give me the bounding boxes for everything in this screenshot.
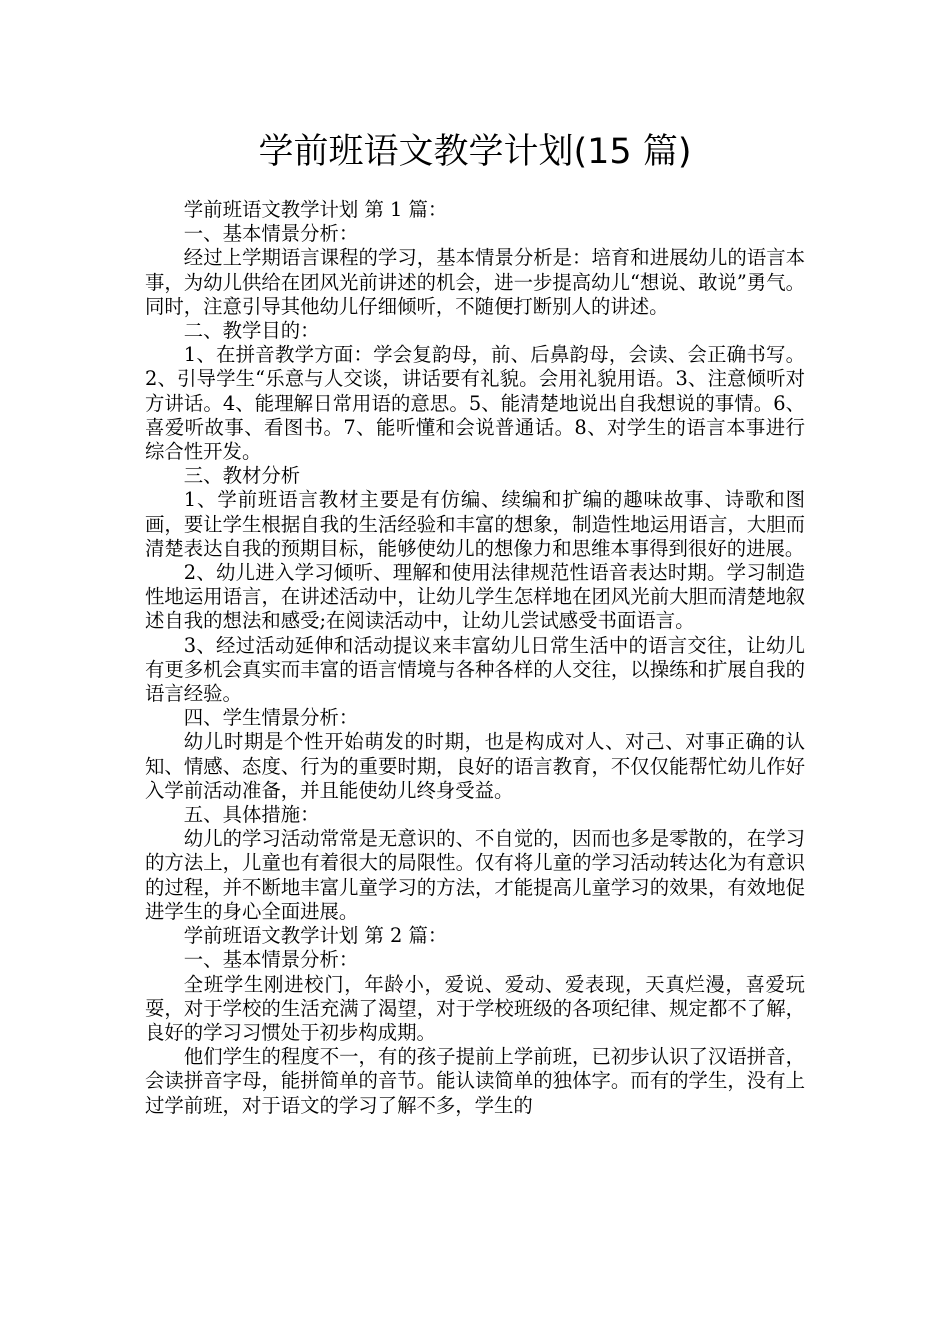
paragraph: 二、教学目的：: [183, 319, 320, 343]
paragraph: 五、具体措施：: [183, 803, 320, 827]
paragraph: 幼儿的学习活动常常是无意识的、不自觉的，因而也多是零散的，在学习的方法上，儿童也有着很大的局限性。仅有将儿童的学习活动转达化为有意识的过程，并不断地丰富儿童学习的方法，才能提高儿童学习的效果，有效地促进学生的身心全面进展。: [145, 827, 805, 923]
paragraph: 学前班语文教学计划 第 2 篇：: [183, 924, 448, 948]
document-title: 学前班语文教学计划(15 篇): [258, 132, 692, 172]
paragraph: 四、学生情景分析：: [183, 706, 359, 730]
document-body: [145, 198, 805, 1118]
paragraph: 一、基本情景分析：: [183, 948, 359, 972]
paragraph: 经过上学期语言课程的学习，基本情景分析是：培育和进展幼儿的语言本事，为幼儿供给在团风光前讲述的机会，进一步提高幼儿“想说、敢说”勇气。同时，注意引导其他幼儿仔细倾听，不随便打断别人的讲述。: [145, 246, 805, 318]
paragraph: 幼儿时期是个性开始萌发的时期，也是构成对人、对己、对事正确的认知、情感、态度、行为的重要时期，良好的语言教育，不仅仅能帮忙幼儿作好入学前活动准备，并且能使幼儿终身受益。: [145, 730, 805, 802]
paragraph: 三、教材分析: [183, 464, 301, 488]
paragraph: 学前班语文教学计划 第 1 篇：: [183, 198, 448, 221]
paragraph: 2、幼儿进入学习倾听、理解和使用法律规范性语音表达时期。学习制造性地运用语言，在讲述活动中，让幼儿学生怎样地在团风光前大胆而清楚地叙述自我的想法和感受;在阅读活动中，让幼儿尝试感受书面语言。: [145, 561, 805, 633]
paragraph: 一、基本情景分析：: [183, 222, 359, 246]
paragraph: 全班学生刚进校门，年龄小，爱说、爱动、爱表现，天真烂漫，喜爱玩耍，对于学校的生活充满了渴望，对于学校班级的各项纪律、规定都不了解，良好的学习习惯处于初步构成期。: [145, 972, 805, 1044]
paragraph: 3、经过活动延伸和活动提议来丰富幼儿日常生活中的语言交往，让幼儿有更多机会真实而丰富的语言情境与各种各样的人交往，以操练和扩展自我的语言经验。: [145, 633, 805, 706]
paragraph: 他们学生的程度不一，有的孩子提前上学前班，已初步认识了汉语拼音，会读拼音字母，能拼简单的音节。能认读简单的独体字。而有的学生，没有上过学前班，对于语文的学习了解不多，学生的: [145, 1045, 805, 1117]
paragraph: 1、在拼音教学方面：学会复韵母，前、后鼻韵母，会读、会正确书写。2、引导学生“乐意与人交谈，讲话要有礼貌。会用礼貌用语。3、注意倾听对方讲话。4、能理解日常用语的意思。5、能清楚地说出自我想说的事情。6、喜爱听故事、看图书。7、能听懂和会说普通话。8、对学生的语言本事进行综合性开发。: [145, 343, 805, 464]
paragraph: 1、学前班语言教材主要是有仿编、续编和扩编的趣味故事、诗歌和图画，要让学生根据自我的生活经验和丰富的想象，制造性地运用语言，大胆而清楚表达自我的预期目标，能够使幼儿的想像力和思维本事得到很好的进展。: [145, 488, 805, 560]
